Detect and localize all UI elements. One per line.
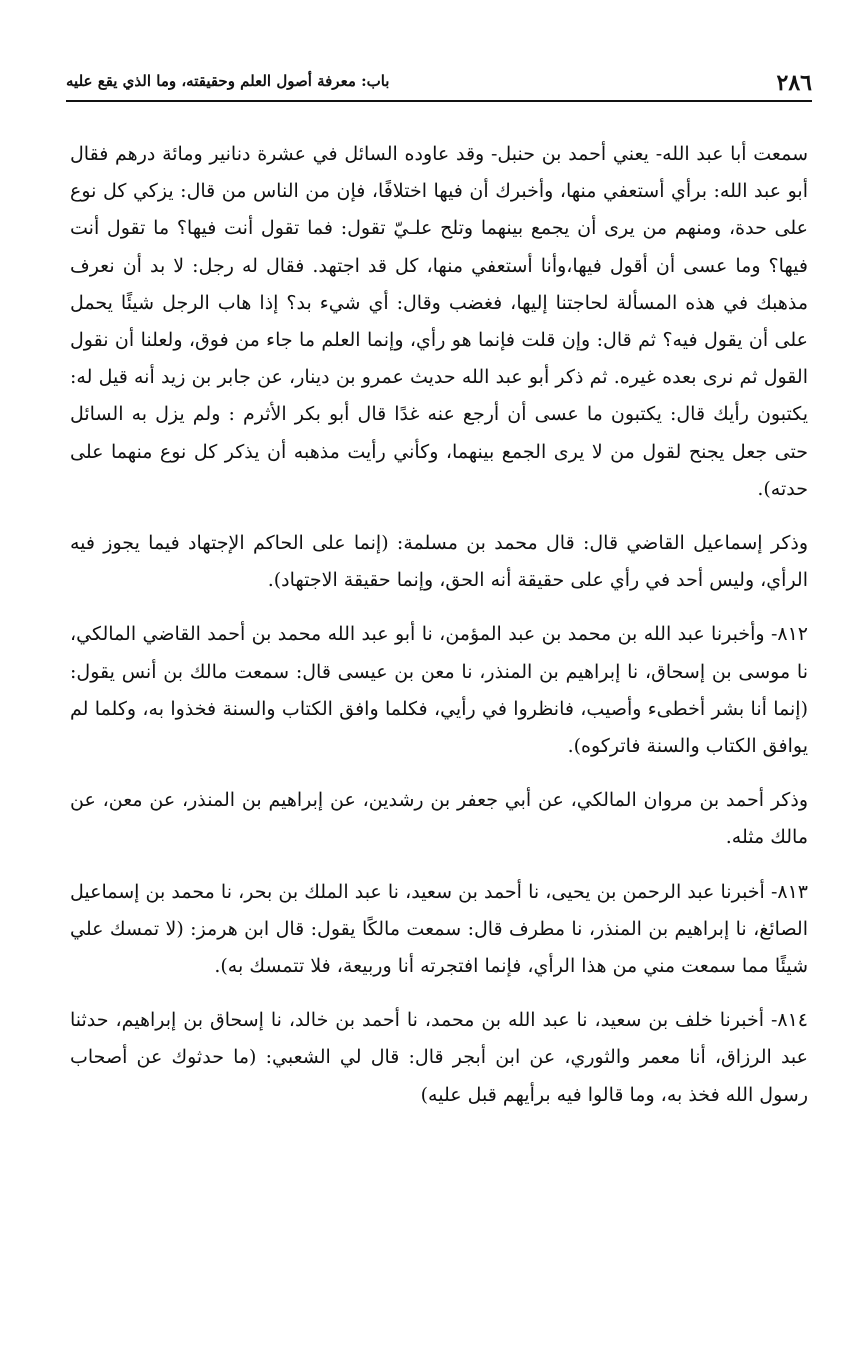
page-body [70, 136, 808, 1131]
paragraph-2: وذكر إسماعيل القاضي قال: قال محمد بن مسلمة: (إنما على الحاكم الإجتهاد فيما يجوز فيه الرأي، وليس أحد في رأي على حقيقة أنه الحق، وإنما حقيقة الاجتهاد). [70, 532, 808, 592]
paragraph-1: سمعت أبا عبد الله- يعني أحمد بن حنبل- وقد عاوده السائل في عشرة دنانير ومائة درهم فقال أبو عبد الله: برأي أستعفي منها، وأخبرك أن فيها اختلافًا، فإن من الناس من قال: يزكي كل نوع على حدة، ومنهم من يرى أن يجمع بينهما وتلح علـيّ تقول: فما تقول أنت فيها؟ ما تقول أنت فيها؟ وما عسى أن أقول فيها،وأنا أستعفي منها، كل قد اجتهد. فقال له رجل: لا بد أن نعرف مذهبك في هذه المسألة لحاجتنا إليها، فغضب وقال: أي شيء بد؟ إذا هاب الرجل شيئًا يحمل على أن يقول فيه؟ ثم قال: وإن قلت فإنما هو رأي، وإنما العلم ما جاء من فوق، ولعلنا أن نقول القول ثم نرى بعده غيره. ثم ذكر أبو عبد الله حديث عمرو بن دينار، عن جابر بن زيد أنه قيل له: يكتبون رأيك قال: يكتبون ما عسى أن أرجع عنه غدًا قال أبو بكر الأثرم : ولم يزل به السائل حتى جعل يجنح لقول من لا يرى الجمع بينهما، وكأني رأيت مذهبه أن يذكر كل نوع منهما على حدته). [70, 143, 808, 500]
running-header [66, 66, 812, 102]
paragraph-812: ٨١٢- وأخبرنا عبد الله بن محمد بن عبد المؤمن، نا أبو عبد الله محمد بن أحمد القاضي المالكي، نا موسى بن إسحاق، نا إبراهيم بن المنذر، نا معن بن عيسى قال: سمعت مالك بن أنس يقول: (إنما أنا بشر أخطىء وأصيب، فانظروا في رأيي، فكلما وافق الكتاب والسنة فخذوا به، وكلما لم يوافق الكتاب والسنة فاتركوه). [70, 623, 808, 758]
page-number: ٢٨٦ [776, 70, 812, 96]
paragraph-814: ٨١٤- أخبرنا خلف بن سعيد، نا عبد الله بن محمد، نا أحمد بن خالد، نا إسحاق بن إبراهيم، حدثنا عبد الرزاق، أنا معمر والثوري، عن ابن أبجر قال: قال لي الشعبي: (ما حدثوك عن أصحاب رسول الله فخذ به، وما قالوا فيه برأيهم قبل عليه) [70, 1009, 808, 1106]
header-rule [66, 100, 812, 102]
chapter-title: باب: معرفة أصول العلم وحقيقته، وما الذي يقع عليه [66, 72, 390, 90]
paragraph-813: ٨١٣- أخبرنا عبد الرحمن بن يحيى، نا أحمد بن سعيد، نا عبد الملك بن بحر، نا محمد بن إسماعيل الصائغ، نا إبراهيم بن المنذر، نا مطرف قال: سمعت مالكًا يقول: قال ابن هرمز: (لا تمسك علي شيئًا مما سمعت مني من هذا الرأي، فإنما افتجرته أنا وربيعة، فلا تتمسك به). [70, 880, 808, 978]
paragraph-4: وذكر أحمد بن مروان المالكي، عن أبي جعفر بن رشدين، عن إبراهيم بن المنذر، عن معن، عن مالك مثله. [70, 789, 808, 849]
